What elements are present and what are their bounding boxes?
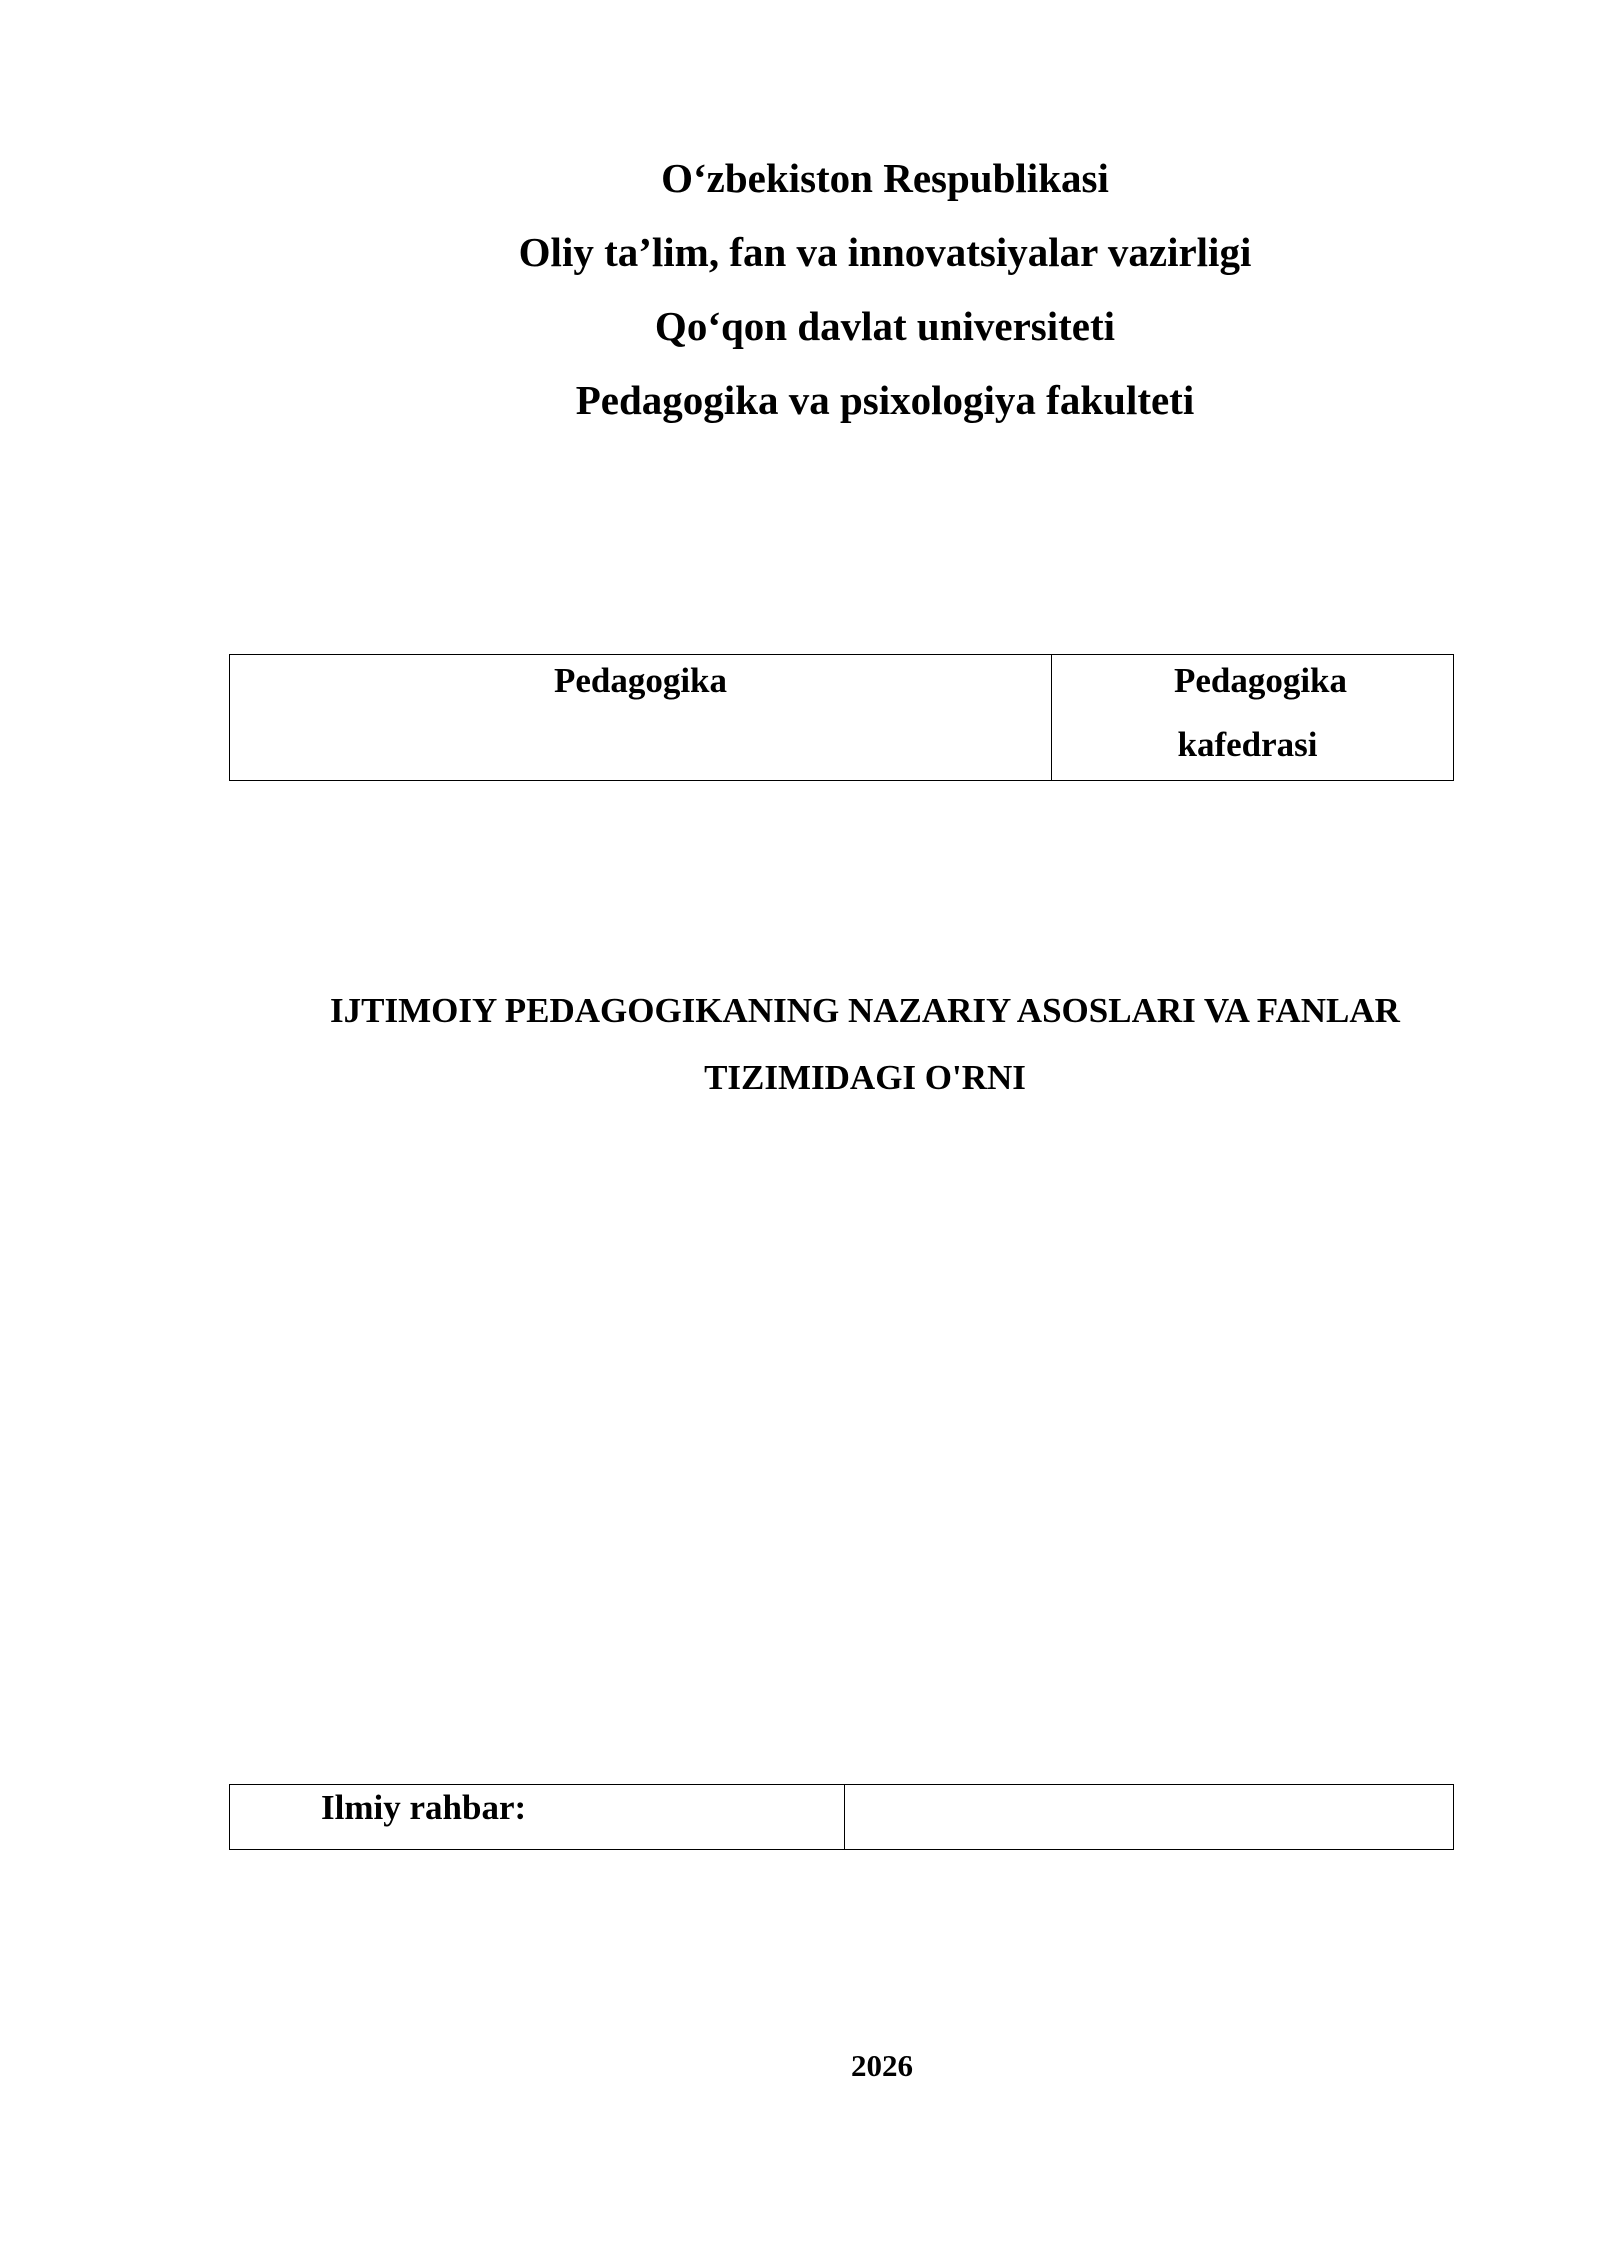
document-title-line2: TIZIMIDAGI O'RNI	[704, 1058, 1026, 1097]
department-label-line1: Pedagogika	[1173, 661, 1348, 700]
header-faculty: Pedagogika va psixologiya fakulteti	[575, 377, 1195, 423]
supervisor-value-cell	[845, 1785, 1453, 1849]
document-title-line1: IJTIMOIY PEDAGOGIKANING NAZARIY ASOSLARI VA FANLAR	[330, 991, 1400, 1030]
document-year: 2026	[851, 2048, 913, 2083]
department-label-line2: kafedrasi	[1177, 725, 1318, 764]
department-table	[229, 654, 1454, 781]
supervisor-table	[229, 1784, 1454, 1850]
supervisor-label-cell	[230, 1785, 845, 1849]
header-country: O‘zbekiston Respublikasi	[661, 155, 1109, 201]
header-university: Qo‘qon davlat universiteti	[654, 303, 1116, 349]
department-cell-right	[1052, 655, 1453, 780]
department-cell-left	[230, 655, 1052, 780]
supervisor-label: Ilmiy rahbar:	[321, 1788, 527, 1827]
department-name: Pedagogika	[553, 661, 728, 700]
header-ministry: Oliy ta’lim, fan va innovatsiyalar vazirligi	[518, 229, 1252, 275]
